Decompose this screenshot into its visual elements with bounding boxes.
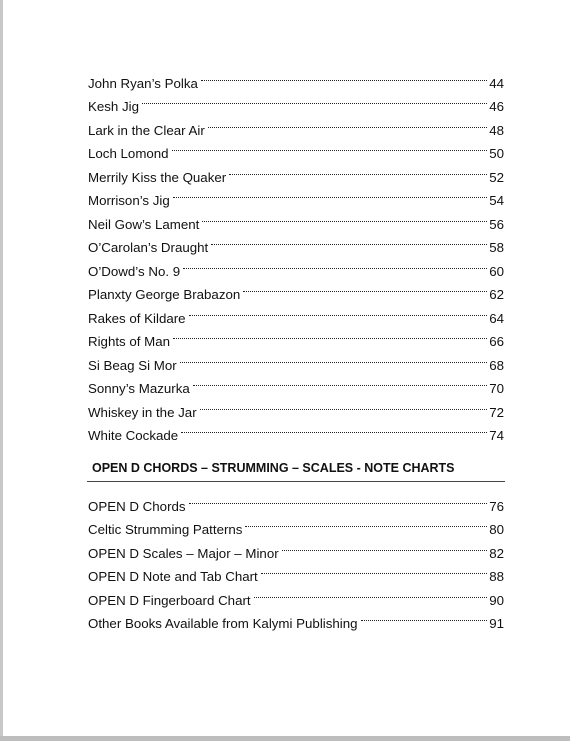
toc-leader-dots <box>229 158 487 182</box>
toc-leader-dots <box>193 370 487 394</box>
toc-entry-page: 56 <box>489 216 504 232</box>
toc-leader-dots <box>202 205 487 229</box>
toc-entry-page: 66 <box>489 334 504 349</box>
toc-leader-dots <box>282 534 488 558</box>
toc-leader-dots <box>208 111 487 135</box>
toc-leader-dots <box>261 558 487 582</box>
toc-entry-page: 91 <box>489 616 504 631</box>
toc-entry-page: 90 <box>489 592 504 608</box>
section-heading: OPEN D CHORDS – STRUMMING – SCALES - NOTE CHARTS <box>92 461 455 475</box>
toc-entry-title: Other Books Available from Kalymi Publishing <box>88 616 358 631</box>
toc-entry-title: Morrison’s Jig <box>88 193 170 208</box>
toc-leader-dots <box>245 511 487 535</box>
toc-entry-title: Si Beag Si Mor <box>88 357 177 373</box>
toc-entry-title: Merrily Kiss the Quaker <box>88 169 227 185</box>
toc-entry-page: 52 <box>489 169 504 185</box>
toc-entry-page: 76 <box>489 498 504 514</box>
toc-leader-dots <box>254 581 488 605</box>
toc-entry-page: 88 <box>489 569 504 584</box>
page-left-edge <box>0 0 3 741</box>
section-divider <box>87 481 505 482</box>
toc-entry-title: OPEN D Note and Tab Chart <box>88 569 258 584</box>
toc-entry-title: Sonny’s Mazurka <box>88 381 190 396</box>
toc-entry-title: Whiskey in the Jar <box>88 404 197 420</box>
toc-leader-dots <box>189 487 488 511</box>
page-bottom-edge <box>0 736 570 741</box>
toc-entry-title: OPEN D Chords <box>88 498 186 514</box>
toc-entry[interactable] <box>88 88 504 112</box>
toc-entry-title: Loch Lomond <box>88 146 169 161</box>
toc-entry-page: 70 <box>489 381 504 396</box>
toc-entry[interactable] <box>88 487 504 514</box>
toc-leader-dots <box>200 393 488 417</box>
toc-list-tunes <box>88 64 504 443</box>
toc-entry-title: OPEN D Fingerboard Chart <box>88 592 251 608</box>
toc-entry-title: Celtic Strumming Patterns <box>88 522 243 537</box>
toc-entry-title: Rights of Man <box>88 334 171 349</box>
toc-leader-dots <box>189 299 488 323</box>
toc-entry-title: O’Carolan’s Draught <box>88 240 209 255</box>
toc-leader-dots <box>173 323 487 347</box>
toc-entry-title: Neil Gow’s Lament <box>88 216 200 232</box>
toc-leader-dots <box>201 64 487 88</box>
toc-leader-dots <box>142 88 487 112</box>
toc-leader-dots <box>172 135 488 159</box>
toc-entry-page: 58 <box>489 240 504 255</box>
toc-leader-dots <box>243 276 487 300</box>
toc-entry-title: White Cockade <box>88 428 179 443</box>
toc-entry-title: O’Dowd’s No. 9 <box>88 263 181 279</box>
toc-entry-title: John Ryan’s Polka <box>88 75 198 91</box>
toc-entry[interactable] <box>88 64 504 91</box>
toc-entry-page: 60 <box>489 263 504 279</box>
toc-entry-title: Rakes of Kildare <box>88 310 186 326</box>
toc-entry-page: 50 <box>489 146 504 161</box>
toc-entry-page: 62 <box>489 287 504 302</box>
toc-entry-page: 44 <box>489 75 504 91</box>
toc-entry-page: 74 <box>489 428 504 443</box>
toc-entry-title: Kesh Jig <box>88 99 139 114</box>
toc-entry-page: 54 <box>489 193 504 208</box>
toc-entry-title: OPEN D Scales – Major – Minor <box>88 545 279 561</box>
toc-leader-dots <box>181 417 487 441</box>
toc-leader-dots <box>173 182 487 206</box>
toc-entry-page: 72 <box>489 404 504 420</box>
toc-leader-dots <box>361 605 488 629</box>
toc-entry-page: 48 <box>489 122 504 138</box>
toc-entry-page: 82 <box>489 545 504 561</box>
toc-entry-title: Planxty George Brabazon <box>88 287 241 302</box>
toc-entry-page: 64 <box>489 310 504 326</box>
toc-leader-dots <box>211 229 487 253</box>
toc-list-charts <box>88 487 504 631</box>
toc-entry-title: Lark in the Clear Air <box>88 122 205 138</box>
toc-entry-page: 80 <box>489 522 504 537</box>
toc-leader-dots <box>180 346 488 370</box>
toc-leader-dots <box>183 252 487 276</box>
toc-entry[interactable] <box>88 111 504 138</box>
toc-entry-page: 68 <box>489 357 504 373</box>
toc-entry-page: 46 <box>489 99 504 114</box>
